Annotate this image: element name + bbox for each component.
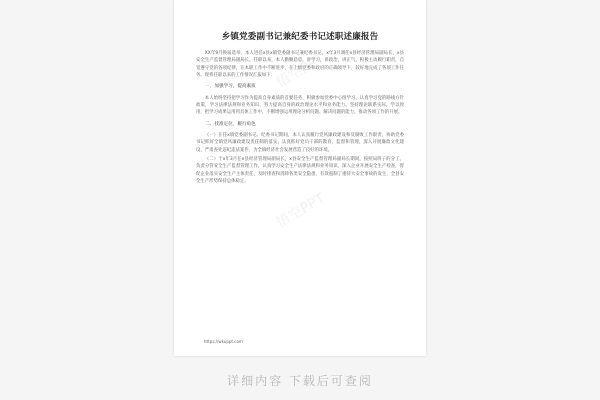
intro-paragraph: XX年9月换届选举，本人进任x县x镇党委副书记兼纪委书记，x年3月调任x县经济管理局副局长，x县安全生产监督管理局副局长。任职以来，本人勤勤恳恳，讲学习，讲政治，讲正气，积极主动履行职责，自觉遵守党的各项纪律，在本职工作中不断进步，在上级党委和政府的正确领导下，较好地完成了各项工作任务。现将任职以来的工作情况汇报如下： (196, 51, 404, 78)
watermark: 悟空PPT (273, 190, 328, 232)
section-paragraph: 本人始终坚持把学习作为提高自身素质的首要任务，积极参加党委中心组学习，认真学习党的路线方针政策，学习法律法规和业务知识，努力提高自身的政治理论水平和业务能力。坚持理论联系实际，学以致用，把学习成果运用到具体工作中，不断增强运用理论分析问题、解决问题的能力，推动各项工作的开展。 (196, 95, 404, 116)
section-paragraph: （一）在任x镇党委副书记、纪委书记期间，本人认真履行党风廉政建设和反腐败工作职责，协助党委书记抓好全镇党风廉政建设责任制的落实，认真抓好党员干部的教育、监督和管理，深入开展廉政文化建设，严肃查处违纪违法案件，为全镇经济社会发展营造了良好的环境。 (196, 133, 404, 153)
section-heading-study: 一、加强学习，提高素质 (205, 84, 256, 90)
watermark: 悟空PPT (273, 50, 328, 92)
document-page (174, 0, 426, 356)
section-heading-role: 二、找准定位，履行角色 (205, 121, 256, 127)
intro-section (196, 50, 404, 79)
download-hint[interactable]: 详细内容 下载后可查阅 (227, 374, 373, 388)
section-paragraph: （二）于x年3月任x县经济管理局副局长，x县安全生产监督管理局副局长期间，按照局班子的分工，负责分管安全生产监督管理工作，认真学习安全生产法律法规和业务知识，深入企业开展安全生产检查，督促企业落实安全生产主体责任，及时排查和消除各类安全隐患，有效遏制了重特大安全事故的发生，全县安全生产形势保持总体稳定。 (196, 156, 404, 184)
page-source-url: https://wkuppt.com (204, 339, 243, 344)
document-title: 乡镇党委副书记兼纪委书记述职述廉报告 (221, 32, 379, 42)
